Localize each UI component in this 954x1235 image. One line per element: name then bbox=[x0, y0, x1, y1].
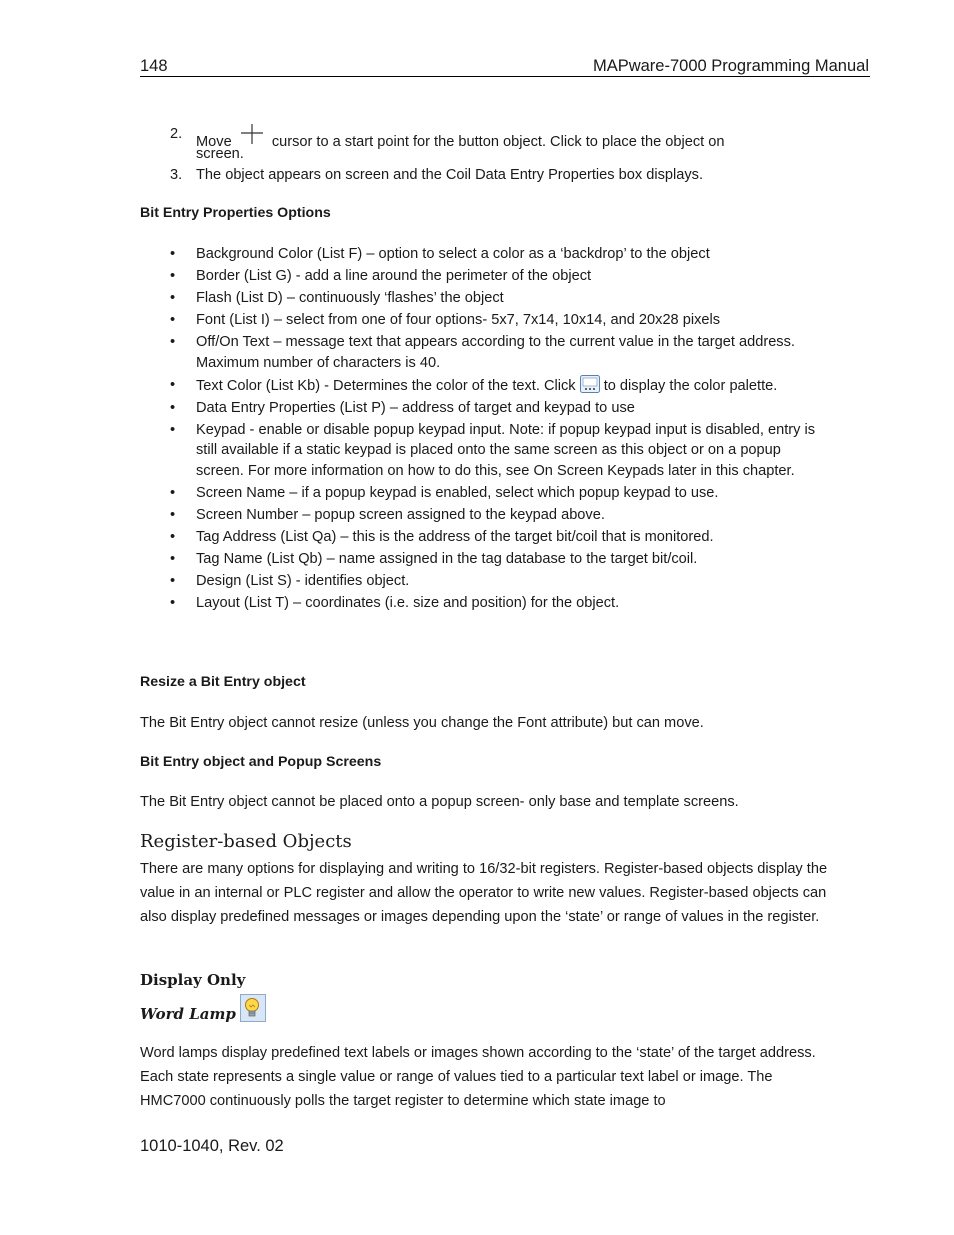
word-lamp-heading: Word Lamp bbox=[140, 1005, 236, 1023]
resize-text: The Bit Entry object cannot resize (unless you change the Font attribute) but can move. bbox=[140, 715, 704, 731]
doc-number: 1010-1040, Rev. 02 bbox=[140, 1137, 284, 1155]
crosshair-cursor-icon bbox=[240, 124, 264, 146]
popup-text: The Bit Entry object cannot be placed onto a popup screen- only base and template screens. bbox=[140, 794, 739, 810]
step-number: 3. bbox=[170, 167, 183, 183]
list-item: • Font (List I) – select from one of four options- 5x7, 7x14, 10x14, and 20x28 pixels bbox=[170, 311, 721, 328]
options-heading: Bit Entry Properties Options bbox=[140, 205, 331, 221]
step-number: 2. bbox=[170, 126, 183, 142]
page-number: 148 bbox=[140, 57, 168, 75]
step-text-before: Move bbox=[196, 134, 232, 150]
list-item: • Tag Name (List Qb) – name assigned in the tag database to the target bit/coil. bbox=[170, 551, 698, 568]
list-item: • Screen Number – popup screen assigned to the keypad above. bbox=[170, 507, 605, 524]
step-text: The object appears on screen and the Coil Data Entry Properties box displays. bbox=[196, 167, 704, 183]
lightbulb-icon bbox=[240, 994, 266, 1022]
header-rule bbox=[140, 76, 870, 77]
list-item: • Design (List S) - identifies object. bbox=[170, 573, 410, 590]
step-text-line2: screen. bbox=[196, 146, 244, 162]
list-item: • Background Color (List F) – option to select a color as a ‘backdrop’ to the object bbox=[170, 246, 710, 262]
list-item: • Data Entry Properties (List P) – address of target and keypad to use bbox=[170, 399, 635, 416]
manual-title: MAPware-7000 Programming Manual bbox=[592, 57, 869, 75]
word-lamp-text: Word lamps display predefined text labels or images shown according to the ‘state’ of the target address. Each state represents a single value or range of values tied to a particular text label or image. The HMC7000 continuously polls the target register to determine which state image to bbox=[140, 1045, 816, 1109]
options-list bbox=[170, 244, 830, 615]
register-text: There are many options for displaying and writing to 16/32-bit registers. Register-based objects display the value in an internal or PLC register and allow the operator to write new values. Register-based objects can also display predefined messages or images depending upon the ‘state’ or range of values in the register. bbox=[140, 861, 828, 925]
step-text-after: cursor to a start point for the button object. Click to place the object on bbox=[271, 134, 725, 150]
list-item: • Tag Address (List Qa) – this is the address of the target bit/coil that is monitored. bbox=[170, 529, 714, 546]
list-item: • Flash (List D) – continuously ‘flashes’ the object bbox=[170, 289, 504, 306]
display-only-heading: Display Only bbox=[140, 971, 246, 989]
popup-heading: Bit Entry object and Popup Screens bbox=[140, 754, 382, 770]
list-item: • Keypad - enable or disable popup keypad input. Note: if popup keypad input is disabled, entry is still available if a static keypad is placed onto the same screen as this object or on a popup screen. For more information on how to do this, see On Screen Keypads later in this chapter. bbox=[170, 421, 816, 480]
list-item: • Layout (List T) – coordinates (i.e. size and position) for the object. bbox=[170, 595, 620, 612]
palette-button-icon bbox=[580, 375, 600, 393]
list-item: • Border (List G) - add a line around the perimeter of the object bbox=[170, 267, 592, 284]
list-item: • Off/On Text – message text that appears according to the current value in the target address. Maximum number of characters is 40. bbox=[170, 333, 795, 371]
list-item: • Text Color (List Kb) - Determines the color of the text. Click to display the color palette. bbox=[170, 376, 778, 394]
resize-heading: Resize a Bit Entry object bbox=[140, 674, 306, 690]
list-item: • Screen Name – if a popup keypad is enabled, select which popup keypad to use. bbox=[170, 485, 719, 502]
register-heading: Register-based Objects bbox=[140, 831, 352, 852]
